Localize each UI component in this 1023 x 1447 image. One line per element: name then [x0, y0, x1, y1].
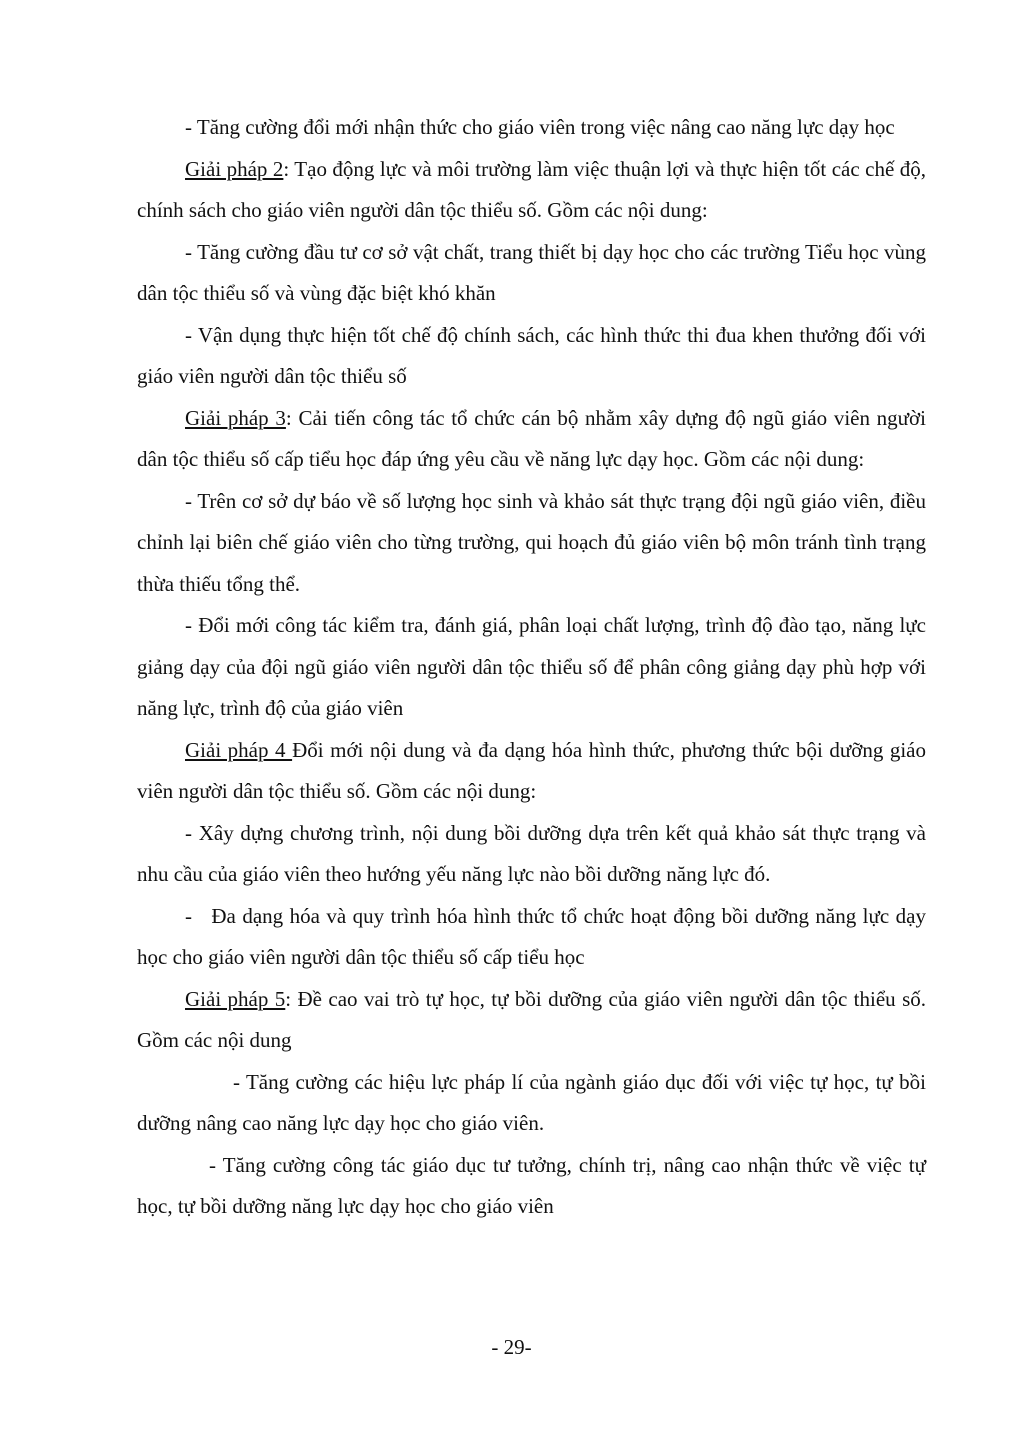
paragraph-text: - Tăng cường đầu tư cơ sở vật chất, trang thiết bị dạy học cho các trường Tiểu học vùng dân tộc thiểu số và vùng đặc biệt khó khăn: [137, 239, 926, 305]
paragraph-text: : Cải tiến công tác tổ chức cán bộ nhằm xây dựng độ ngũ giáo viên người dân tộc thiểu số cấp tiểu học đáp ứng yêu cầu về năng lực dạy học. Gồm các nội dung:: [137, 405, 926, 471]
solution-heading: Giải pháp 5: [185, 986, 286, 1011]
paragraph-10: [137, 896, 932, 979]
paragraph-text: - Đổi mới công tác kiểm tra, đánh giá, phân loại chất lượng, trình độ đào tạo, năng lực giảng dạy của đội ngũ giáo viên người dân tộc thiểu số để phân công giảng dạy phù hợp với năng lực, trình độ của giáo viên: [137, 613, 926, 720]
paragraph-text: - Đa dạng hóa và quy trình hóa hình thức tổ chức hoạt động bồi dưỡng năng lực dạy học cho giáo viên người dân tộc thiểu số cấp tiểu học: [137, 903, 932, 969]
page-number: - 29-: [491, 1335, 532, 1359]
paragraph-text: - Xây dựng chương trình, nội dung bồi dưỡng dựa trên kết quả khảo sát thực trạng và nhu cầu của giáo viên theo hướng yếu năng lực nào bồi dưỡng năng lực đó.: [137, 820, 926, 886]
paragraph-text: - Tăng cường các hiệu lực pháp lí của ngành giáo dục đối với việc tự học, tự bồi dưỡng nâng cao năng lực dạy học cho giáo viên.: [137, 1069, 926, 1135]
page-body: [137, 107, 932, 1228]
paragraph-3: [137, 232, 926, 315]
paragraph-text: Đổi mới nội dung và đa dạng hóa hình thức, phương thức bội dưỡng giáo viên người dân tộc thiểu số. Gồm các nội dung:: [137, 737, 927, 803]
solution-heading: Giải pháp 2: [185, 156, 284, 181]
paragraph-9: [137, 813, 926, 896]
paragraph-12: [137, 1062, 926, 1145]
solution-heading: Giải pháp 3: [185, 405, 286, 430]
paragraph-solution-3: [137, 398, 926, 481]
paragraph-7: [137, 605, 926, 730]
paragraph-solution-5: [137, 979, 926, 1062]
paragraph-text: - Tăng cường đổi mới nhận thức cho giáo viên trong việc nâng cao năng lực dạy học: [185, 115, 895, 139]
paragraph-1: [137, 107, 926, 149]
solution-heading: Giải pháp 4: [185, 737, 293, 762]
paragraph-text: : Tạo động lực và môi trường làm việc thuận lợi và thực hiện tốt các chế độ, chính sách cho giáo viên người dân tộc thiểu số. Gồm các nội dung:: [137, 156, 926, 222]
paragraph-13: [137, 1145, 926, 1228]
paragraph-text: - Vận dụng thực hiện tốt chế độ chính sách, các hình thức thi đua khen thưởng đối với giáo viên người dân tộc thiểu số: [137, 322, 926, 388]
paragraph-solution-4: [137, 730, 926, 813]
paragraph-4: [137, 315, 926, 398]
paragraph-text: - Tăng cường công tác giáo dục tư tưởng, chính trị, nâng cao nhận thức về việc tự học, tự bồi dưỡng năng lực dạy học cho giáo viên: [137, 1152, 926, 1218]
paragraph-text: : Đề cao vai trò tự học, tự bồi dưỡng của giáo viên người dân tộc thiểu số. Gồm các nội dung: [137, 986, 926, 1052]
paragraph-solution-2: [137, 149, 926, 232]
paragraph-6: [137, 481, 926, 606]
paragraph-text: - Trên cơ sở dự báo về số lượng học sinh và khảo sát thực trạng đội ngũ giáo viên, điều chỉnh lại biên chế giáo viên cho từng trường, qui hoạch đủ giáo viên bộ môn tránh tình trạng thừa thiếu tổng thể.: [137, 488, 926, 596]
